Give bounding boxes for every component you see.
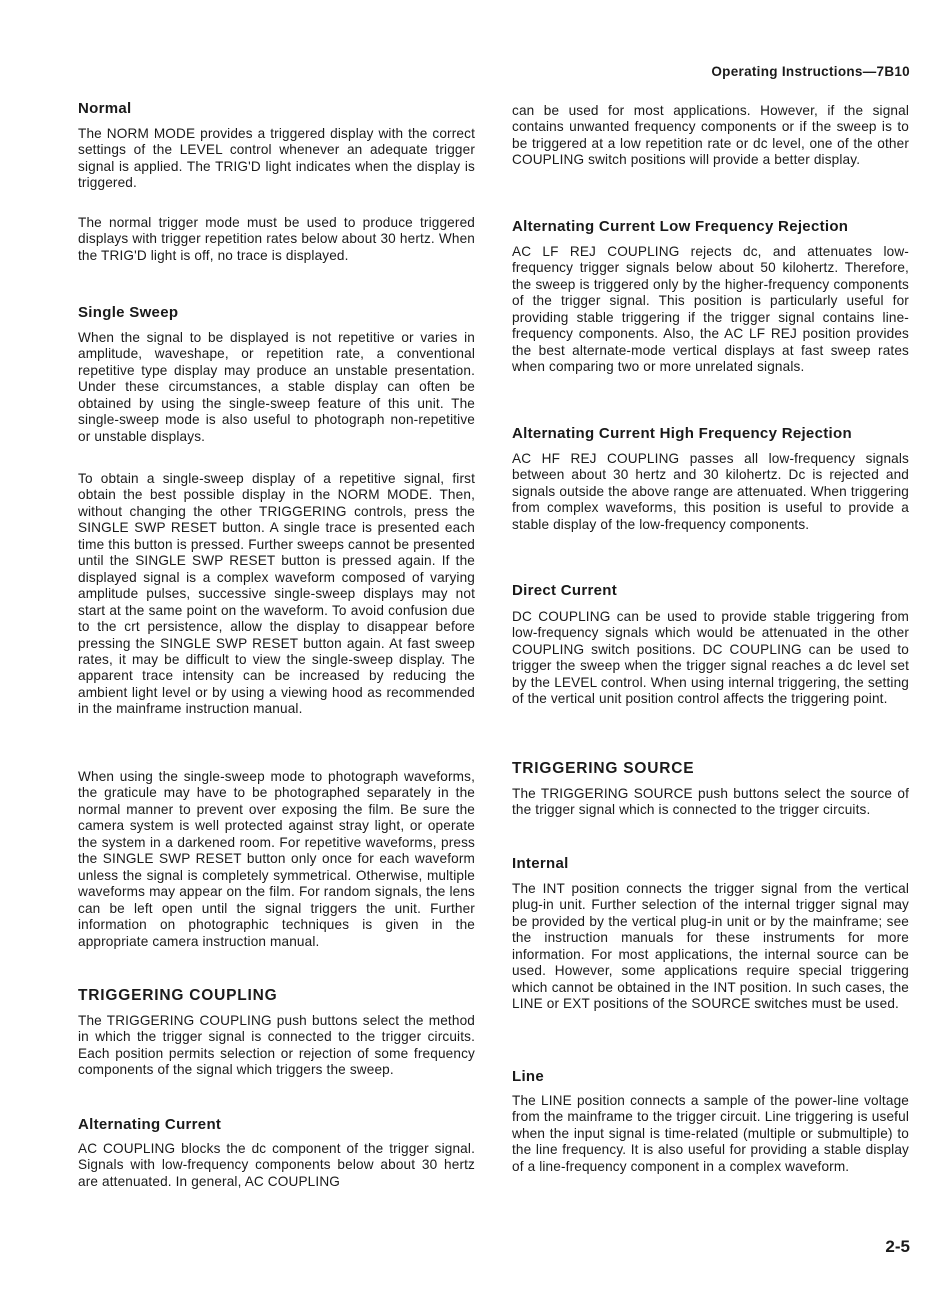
heading-triggering-coupling: TRIGGERING COUPLING (78, 987, 278, 1004)
heading-normal: Normal (78, 100, 132, 117)
page-number: 2-5 (885, 1237, 910, 1256)
paragraph: The normal trigger mode must be used to produce triggered displays with trigger repetition rates below about 30 hertz. When the TRIG'D light is off, no trace is displayed. (78, 215, 475, 263)
heading-ac-lf-rej: Alternating Current Low Frequency Rejection (512, 218, 849, 235)
paragraph: The NORM MODE provides a triggered display with the correct settings of the LEVEL control whenever an adequate trigger signal is applied. The TRIG'D light indicates when the display is triggered. (78, 126, 475, 191)
paragraph: AC LF REJ COUPLING rejects dc, and attenuates low-frequency trigger signals below about 50 kilohertz. Therefore, the sweep is triggered only by the higher-frequency components of the trigger signal. This position is particularly useful for providing stable triggering if the trigger signal contains line-frequency components. Also, the AC LF REJ position provides the best alternate-mode vertical displays at fast sweep rates when comparing two or more unrelated signals. (512, 244, 909, 375)
heading-internal: Internal (512, 855, 569, 872)
heading-direct-current: Direct Current (512, 582, 618, 599)
paragraph: can be used for most applications. However, if the signal contains unwanted frequency components or if the sweep is to be triggered at a low repetition rate or dc level, one of the other COUPLING switch positions will provide a better display. (512, 103, 909, 168)
paragraph: When the signal to be displayed is not repetitive or varies in amplitude, waveshape, or repetition rate, a conventional repetitive type display may produce an unstable presentation. Under these circumstances, a stable display can often be obtained by using the single-sweep feature of this unit. The single-sweep mode is also useful to photograph non-repetitive or unstable displays. (78, 330, 475, 444)
heading-single-sweep: Single Sweep (78, 304, 179, 321)
paragraph: When using the single-sweep mode to photograph waveforms, the graticule may have to be photographed separately in the normal manner to prevent over exposing the film. Be sure the camera system is well protected against stray light, or operate the system in a darkened room. For repetitive waveforms, press the SINGLE SWP RESET button only once for each waveform unless the signal is completely symmetrical. Otherwise, multiple waveforms may appear on the film. For random signals, the lens can be left open until the signal triggers the unit. Further information on photographic techniques is given in the appropriate camera instruction manual. (78, 769, 475, 949)
paragraph: The TRIGGERING SOURCE push buttons select the source of the trigger signal which is connected to the trigger circuits. (512, 786, 909, 818)
paragraph: The INT position connects the trigger signal from the vertical plug-in unit. Further selection of the internal trigger signal may be provided by the vertical plug-in unit or by the mainframe; see the instruction manuals for these instruments for more information. For most applications, the internal source can be used. However, some applications require special triggering which cannot be obtained in the INT position. In such cases, the LINE or EXT positions of the SOURCE switches must be used. (512, 881, 909, 1012)
heading-alternating-current: Alternating Current (78, 1116, 222, 1133)
heading-triggering-source: TRIGGERING SOURCE (512, 760, 695, 777)
running-header: Operating Instructions—7B10 (711, 64, 910, 79)
paragraph: DC COUPLING can be used to provide stable triggering from low-frequency signals which would be attenuated in the other COUPLING switch positions. DC COUPLING can be used to trigger the sweep when the trigger signal reaches a dc level set by the LEVEL control. When using internal triggering, the setting of the vertical unit position control affects the triggering point. (512, 609, 909, 707)
paragraph: The LINE position connects a sample of the power-line voltage from the mainframe to the trigger circuit. Line triggering is useful when the input signal is time-related (multiple or submultiple) to the line frequency. It is also useful for providing a stable display of a line-frequency component in a complex waveform. (512, 1093, 909, 1174)
paragraph: AC HF REJ COUPLING passes all low-frequency signals between about 30 hertz and 30 kilohertz. Dc is rejected and signals outside the above range are attenuated. When triggering from complex waveforms, this position is useful to provide a stable display of the low-frequency components. (512, 451, 909, 532)
paragraph: The TRIGGERING COUPLING push buttons select the method in which the trigger signal is connected to the trigger circuits. Each position permits selection or rejection of some frequency components of the signal which triggers the sweep. (78, 1013, 475, 1078)
heading-ac-hf-rej: Alternating Current High Frequency Rejection (512, 425, 852, 442)
paragraph: AC COUPLING blocks the dc component of the trigger signal. Signals with low-frequency components below about 30 hertz are attenuated. In general, AC COUPLING (78, 1141, 475, 1189)
paragraph: To obtain a single-sweep display of a repetitive signal, first obtain the best possible display in the NORM MODE. Then, without changing the other TRIGGERING controls, press the SINGLE SWP RESET button. A single trace is presented each time this button is pressed. Further sweeps cannot be presented until the SINGLE SWP RESET button is pressed again. If the displayed signal is a complex waveform composed of varying amplitude pulses, successive single-sweep displays may not start at the same point on the waveform. To avoid confusion due to the crt persistence, allow the display to disappear before pressing the SINGLE SWP RESET button again. At fast sweep rates, it may be difficult to view the single-sweep display. The apparent trace intensity can be increased by reducing the ambient light level or by using a viewing hood as recommended in the mainframe instruction manual. (78, 471, 475, 717)
heading-line: Line (512, 1068, 545, 1085)
